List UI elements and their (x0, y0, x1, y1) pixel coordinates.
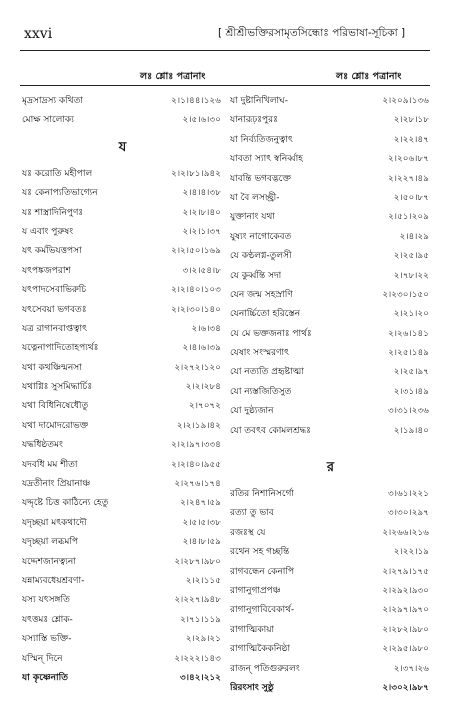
index-reference: ২।২।৩০।১৪০ (171, 304, 221, 315)
index-entry (20, 669, 225, 688)
index-term: যঃ শাস্ত্রাদিনিপুণঃ (22, 207, 84, 218)
index-entry (228, 543, 433, 562)
index-entry (20, 397, 225, 416)
index-reference: ২।২।৫০।১৬৯ (171, 246, 221, 257)
index-entry (20, 242, 225, 261)
index-term: যেন জন্ম সহস্রাণি (230, 289, 293, 300)
index-reference: ২।২০৯।১৩৬ (382, 96, 429, 106)
index-reference: ২।২১।২০ (393, 309, 429, 320)
index-entry (20, 359, 225, 378)
index-reference: ২।৪।৬।৩৯ (182, 343, 221, 354)
index-reference: ২।১৯।৪০ (393, 425, 429, 436)
index-reference: ২।২২।১৯ (393, 547, 429, 558)
index-term: রজঃস্থ যে (230, 527, 266, 538)
index-entry (228, 563, 433, 582)
index-reference: ২।২৯২।৯৩০ (382, 585, 429, 596)
index-entry (20, 456, 225, 475)
index-entry (228, 383, 433, 402)
index-term: যস্য যৎসঙ্গতি (22, 595, 70, 606)
index-term: যো তবৎব কোমলশ্রদ্ধঃ (230, 425, 311, 436)
index-term: যৎত্তমঃ শ্লোক- (22, 614, 73, 625)
index-entry (228, 660, 433, 679)
index-entry (228, 601, 433, 620)
index-term: যথা বিধিনিষেধৌতু (22, 401, 89, 412)
index-reference: ২।৫।৫।৩৮ (182, 517, 221, 528)
index-entry (228, 150, 433, 169)
index-entry (20, 92, 225, 111)
index-reference: ২।১।৪৪।১২৬ (171, 96, 221, 106)
index-entry (228, 170, 433, 189)
index-entry (20, 494, 225, 513)
index-term: যো নত্যতি প্রহৃষ্টাত্মা (230, 367, 304, 378)
index-term: যা বৈ লসচ্ছ্রী- (230, 192, 280, 203)
index-term: রাগবন্ধেন কেনাপি (230, 566, 295, 577)
index-term: রাগানুগাপ্রপঞ্চ (230, 585, 281, 596)
right-index-column (228, 92, 433, 698)
index-reference: ২।২২।৪৭ (393, 134, 429, 145)
index-reference: ২।২।১।৩৭ (182, 226, 221, 237)
index-term: যথা কথঞ্চিন্মনসা (22, 362, 82, 373)
index-term: যা দুষ্টানিখিলাঘ- (230, 96, 288, 106)
index-reference: ২।৪।৪।৩৮ (182, 188, 221, 199)
index-reference: ২।২২২।১৪৩ (174, 653, 221, 664)
index-term: যৎ কর্মভিযত্তপসা (22, 246, 82, 257)
index-reference: ২।২২৭।৪৯ (388, 173, 429, 184)
index-reference: ২।২৭২।১২০ (174, 362, 221, 373)
index-reference: ২।৩১।৪৯ (393, 386, 429, 397)
index-reference: ২।৫০।৮৭ (393, 192, 429, 203)
index-term: যা কৃষ্ণেনাতি (22, 672, 68, 683)
index-term: রত্যা তু ভাব (230, 508, 274, 519)
index-reference: ২।২৯৭।৯৭০ (382, 605, 429, 616)
right-column-header: লঃ শ্লোঃ পত্রানাং (336, 71, 402, 82)
index-entry (20, 514, 225, 533)
index-entry (228, 189, 433, 208)
index-reference: ২।৩৭।২৬ (393, 663, 429, 674)
index-term: যুক্তানাং যথা (230, 212, 275, 223)
index-entry (20, 204, 225, 223)
index-reference: ২।২৭৬।১৭৪ (174, 479, 221, 490)
index-reference: ৩।২।৫৪।৮ (182, 265, 221, 276)
index-term: যথাগ্নিঃ সুসমিদ্ধার্চিঃ (22, 382, 93, 393)
index-entry (20, 223, 225, 242)
index-term: যঃ কেনাপ্যতিভাগ্যেন (22, 188, 98, 199)
index-term: রাগাত্মিকৈকনিষ্ঠা (230, 644, 291, 655)
index-entry (20, 475, 225, 494)
index-term: যে কণ্ঠলগ্ন-তুলসী (230, 251, 292, 262)
column-header-rule (20, 85, 430, 86)
index-term: যদবধি মম শীতা (22, 459, 78, 470)
index-reference: ২।৭০৭২ (189, 401, 221, 412)
index-entry (228, 621, 433, 640)
index-entry (20, 320, 225, 339)
index-entry (228, 111, 433, 130)
index-term: রিরংসাং সুষ্ঠু (230, 682, 274, 693)
index-term: মৃদ্রসাদ্রস্য কথিতা (22, 96, 83, 106)
index-term: যানারূঢ়ঃপুরঃ (230, 115, 278, 126)
spacer (228, 441, 433, 451)
index-entry (228, 524, 433, 543)
index-reference: ২।২০৬।৮৭ (388, 154, 429, 165)
index-term: যৎপঙ্কজপরাশ (22, 265, 71, 276)
index-reference: ২।২।৮।৪০ (182, 207, 221, 218)
index-entry (20, 111, 225, 130)
index-term: যুষ্যং নাগোকেবত (230, 231, 292, 242)
index-entry (20, 339, 225, 358)
index-term: যদ্দেশজানত্ব্যনা (22, 556, 76, 567)
index-entry (20, 165, 225, 184)
index-reference: ২।২৫।১৪৯ (388, 348, 429, 359)
index-reference: ২।২৮।১৮ (393, 115, 429, 126)
index-reference: ২।৭১।১১৯ (180, 614, 221, 625)
index-reference: ২।২৯৫।৯৮০ (382, 644, 429, 655)
index-term: রাগানুগাবিবেকার্থ- (230, 605, 295, 616)
index-reference: ২।৫।৬।৩০ (182, 115, 221, 126)
page-header (0, 0, 449, 50)
index-entry (20, 301, 225, 320)
index-term: রতির নিশানিসর্গো (230, 489, 294, 500)
index-entry (20, 553, 225, 572)
index-entry (20, 611, 225, 630)
index-term: যৎপাদসেবাভিরুচি (22, 285, 87, 296)
index-entry (20, 533, 225, 552)
index-term: যেষাং সংস্মরণাৎ (230, 348, 289, 359)
index-term: য এবাং পুরুষং (22, 226, 74, 237)
index-entry (20, 650, 225, 669)
index-term: যে কুর্ব্বন্তি সদা (230, 270, 282, 281)
index-reference: ৩।৩০।২৯৭ (388, 508, 429, 519)
index-entry (228, 267, 433, 286)
index-entry (20, 630, 225, 649)
index-reference: ৩।৩১।২৩৬ (388, 406, 429, 417)
index-reference: ২।৪।৮।৫৯ (182, 537, 221, 548)
index-entry (228, 92, 433, 111)
index-reference: ২।২২৭।৯৪৮ (174, 595, 221, 606)
index-term: যস্মিন্ দিনে (22, 653, 63, 664)
index-term: যথা দামোদরোভক্ত (22, 420, 89, 431)
index-term: যো দুষ্ঠ্যজান (230, 406, 274, 417)
index-reference: ২।২৬।১৪১ (388, 328, 429, 339)
index-term: রাগাত্মিকায়া (230, 624, 275, 635)
index-reference: ২।২৪৭।৫৯ (180, 498, 221, 509)
index-entry (20, 378, 225, 397)
index-reference: ২।২৬৬।২১৬ (382, 527, 429, 538)
index-term: যাবতা স্যাৎ স্বনির্ব্বাহ (230, 154, 304, 165)
index-reference: ২।২।৮১।৯৪২ (171, 168, 221, 179)
index-entry (20, 572, 225, 591)
index-reference: ২।২।১৯।৪২ (176, 420, 221, 431)
section-letter: র (326, 460, 335, 476)
index-entry (228, 485, 433, 504)
index-entry (228, 305, 433, 324)
page-number: xxvi (24, 26, 53, 42)
index-term: যৎসেবয়া ভগবতঃ (22, 304, 87, 315)
index-reference: ২।২।১১৫ (185, 575, 221, 586)
index-term: যন্নাম্যবধেয়শ্রবণা- (22, 575, 85, 586)
index-reference: ২।২।৪০।১০৩ (171, 285, 221, 296)
index-entry (228, 286, 433, 305)
index-term: যদ্ধধিষ্ঠতমং (22, 440, 63, 451)
index-entry (228, 344, 433, 363)
index-entry (20, 436, 225, 455)
index-entry (20, 591, 225, 610)
index-entry (228, 131, 433, 150)
index-entry (228, 208, 433, 227)
index-term: যদৃচ্ছয়া লব্ধমপি (22, 537, 79, 548)
index-term: যেনার্চ্চিতো হরিস্তেন (230, 309, 301, 320)
index-reference: ২।৫১।২০৯ (388, 212, 429, 223)
index-reference: ২।৪।২৯ (399, 231, 429, 242)
index-term: যস্যাস্তি ভক্তি- (22, 634, 72, 645)
index-entry (228, 582, 433, 601)
index-entry (228, 679, 433, 698)
index-term: রাজন্ পতিগুরুরলং (230, 663, 300, 674)
page-title: [ শ্রীশ্রীভক্তিরসামৃতসিন্ধোঃ পরিভাষা-সূচিকা ] (218, 27, 406, 39)
index-reference: ২।২৭৯।১৭৫ (382, 566, 429, 577)
index-term: যত্নেনাপাদিতোহপ্যর্থঃ (22, 343, 99, 354)
index-term: যদৃচ্ছয়া মৎকথাদৌ (22, 517, 87, 528)
index-term: যা নির্ব্যতিজনুত্বাৎ (230, 134, 293, 145)
index-term: যদ্দৃষ্টে চিত্ত কাঠিন্যে হেতু (22, 498, 109, 509)
index-reference: ২।২৫।৯৫ (393, 251, 429, 262)
index-reference: ২।২।৪০।৯৫৫ (171, 459, 221, 470)
index-reference: ২।২।২৮৪ (185, 382, 221, 393)
left-index-column (20, 92, 225, 688)
index-entry (228, 228, 433, 247)
index-entry (228, 247, 433, 266)
index-term: যে মে ভক্তজনাঃ পার্থঃ (230, 328, 312, 339)
header-rule (20, 50, 430, 51)
index-entry (20, 262, 225, 281)
index-reference: ২।৭৮।২২ (393, 270, 429, 281)
index-term: রথেন সহ গচ্ছন্তি (230, 547, 290, 558)
index-reference: ২।২৩০।১৫০ (382, 289, 429, 300)
index-term: যঃ করোতি মহীপাল (22, 168, 93, 179)
index-entry (228, 422, 433, 441)
index-entry (228, 402, 433, 421)
left-column-header: লঃ শ্লোঃ পত্রানাং (140, 71, 206, 82)
index-entry (20, 281, 225, 300)
index-reference: ২।২।৯৭।৩৩৪ (171, 440, 221, 451)
index-reference: ২।২৯।২১ (185, 634, 221, 645)
index-entry (228, 640, 433, 659)
index-term: যত্র রাগানবাপ্তত্বাৎ (22, 323, 87, 334)
index-entry (228, 504, 433, 523)
index-entry (20, 184, 225, 203)
index-term: যো ন্যস্তজিতিসুত (230, 386, 292, 397)
index-reference: ৩।৪২।২১২ (180, 672, 221, 683)
index-reference: ২।২৮৭।৯৮০ (174, 556, 221, 567)
index-term: মোক্ষ সালোক্য (22, 115, 74, 126)
index-reference: ২।৬।৩৪ (191, 323, 221, 334)
index-term: যাবন্তি ভগবদ্ভক্তে (230, 173, 292, 184)
index-entry (228, 325, 433, 344)
index-entry (228, 363, 433, 382)
section-letter: য (118, 139, 127, 155)
index-reference: ২।২৫।৯৭ (393, 367, 429, 378)
index-reference: ৩।৬১।২২১ (388, 489, 429, 500)
index-entry (20, 417, 225, 436)
index-reference: ২।৩০২।৯৮৭ (382, 682, 429, 693)
index-reference: ২।২৮২।৯৮০ (382, 624, 429, 635)
index-term: যদ্রতীনাং প্রিয়ানাঞ্চ (22, 479, 91, 490)
